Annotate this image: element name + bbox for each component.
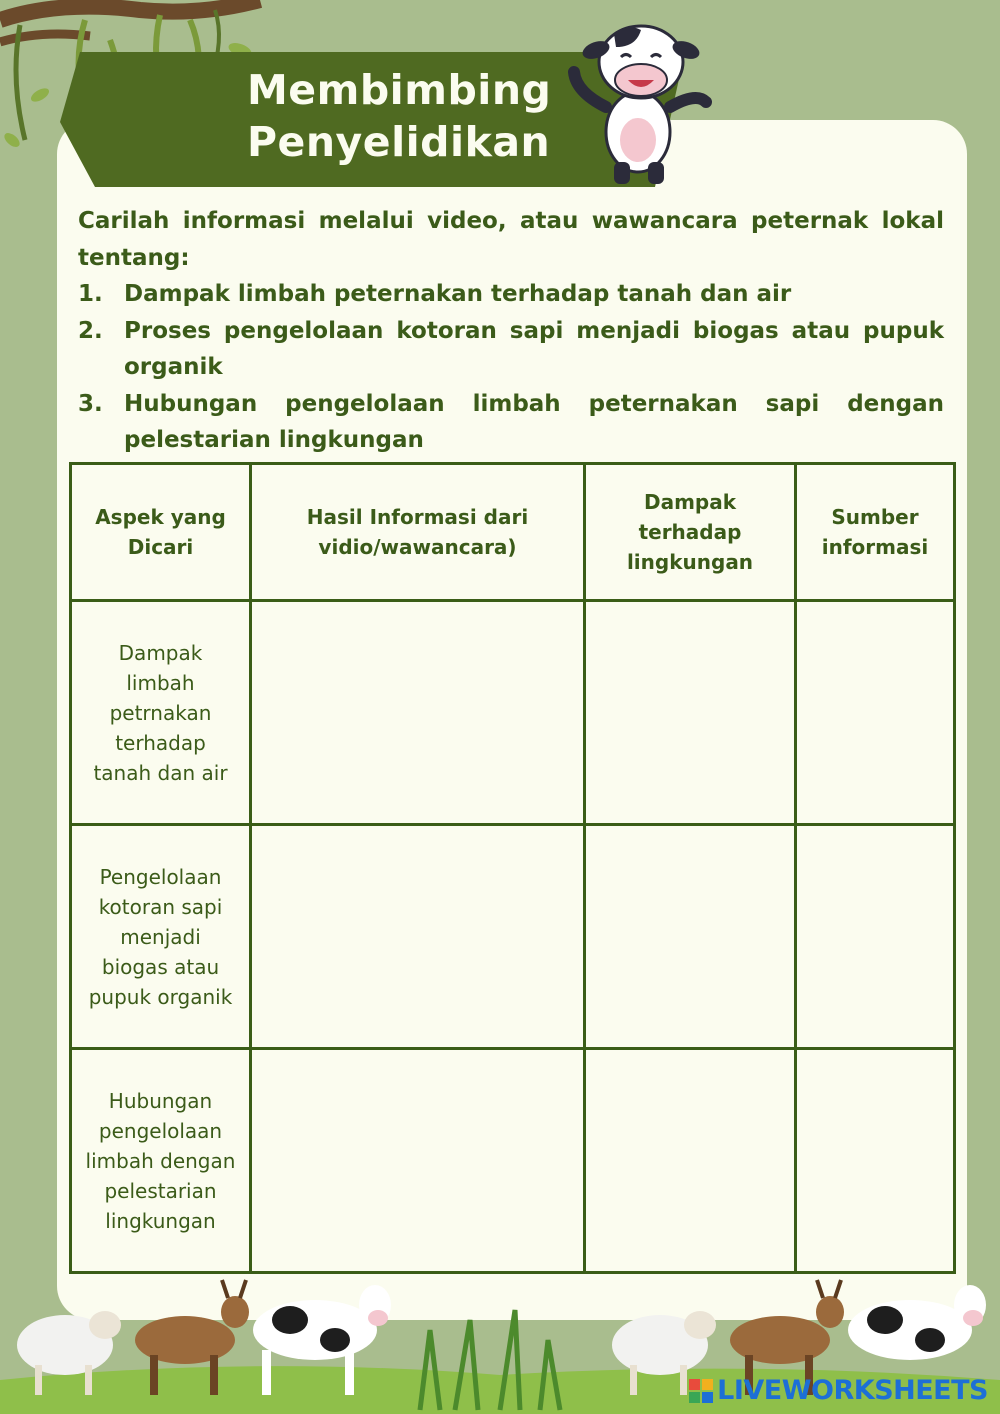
header-result: Hasil Informasi dari vidio/wawancara) bbox=[251, 464, 585, 601]
cow-mascot-icon bbox=[566, 12, 716, 187]
result-answer-cell[interactable] bbox=[251, 601, 585, 825]
list-item bbox=[78, 386, 944, 459]
title-line-2: Penyelidikan bbox=[247, 118, 551, 166]
list-item bbox=[78, 276, 944, 313]
header-impact: Dampak terhadap lingkungan bbox=[585, 464, 796, 601]
list-number: 2. bbox=[78, 317, 103, 344]
header-aspect: Aspek yang Dicari bbox=[71, 464, 251, 601]
aspect-cell bbox=[71, 825, 251, 1049]
cow-icon bbox=[848, 1285, 986, 1360]
source-answer-cell[interactable] bbox=[796, 1049, 955, 1273]
title-line-1: Membimbing bbox=[247, 66, 552, 114]
list-text: Hubungan pengelolaan limbah peternakan sapi dengan pelestarian lingkungan bbox=[124, 390, 944, 453]
brand-name: LIVEWORKSHEETS bbox=[717, 1375, 988, 1406]
task-list bbox=[78, 276, 944, 459]
aspect-text: Hubungan pengelolaan limbah dengan pelestarian lingkungan bbox=[85, 1088, 236, 1233]
aspect-cell bbox=[71, 1049, 251, 1273]
instructions bbox=[78, 203, 944, 459]
liveworksheets-logo-icon bbox=[689, 1379, 713, 1403]
table-row bbox=[71, 601, 955, 825]
table-row bbox=[71, 1049, 955, 1273]
table-row bbox=[71, 825, 955, 1049]
result-answer-cell[interactable] bbox=[251, 1049, 585, 1273]
header-source: Sumber informasi bbox=[796, 464, 955, 601]
table-header-row bbox=[71, 464, 955, 601]
liveworksheets-logo bbox=[689, 1375, 988, 1406]
page-title bbox=[247, 64, 551, 168]
intro-text: Carilah informasi melalui video, atau wawancara peternak lokal tentang: bbox=[78, 208, 944, 271]
list-text: Dampak limbah peternakan terhadap tanah dan air bbox=[124, 281, 792, 307]
aspect-text: Dampak limbah petrnakan terhadap tanah dan air bbox=[93, 640, 228, 785]
impact-answer-cell[interactable] bbox=[585, 601, 796, 825]
investigation-table bbox=[69, 462, 956, 1274]
source-answer-cell[interactable] bbox=[796, 825, 955, 1049]
source-answer-cell[interactable] bbox=[796, 601, 955, 825]
list-number: 1. bbox=[78, 281, 103, 307]
list-text: Proses pengelolaan kotoran sapi menjadi biogas atau pupuk organik bbox=[124, 317, 944, 380]
aspect-text: Pengelolaan kotoran sapi menjadi biogas atau pupuk organik bbox=[88, 864, 233, 1009]
impact-answer-cell[interactable] bbox=[585, 1049, 796, 1273]
list-item bbox=[78, 313, 944, 386]
result-answer-cell[interactable] bbox=[251, 825, 585, 1049]
list-number: 3. bbox=[78, 390, 103, 417]
aspect-cell bbox=[71, 601, 251, 825]
impact-answer-cell[interactable] bbox=[585, 825, 796, 1049]
